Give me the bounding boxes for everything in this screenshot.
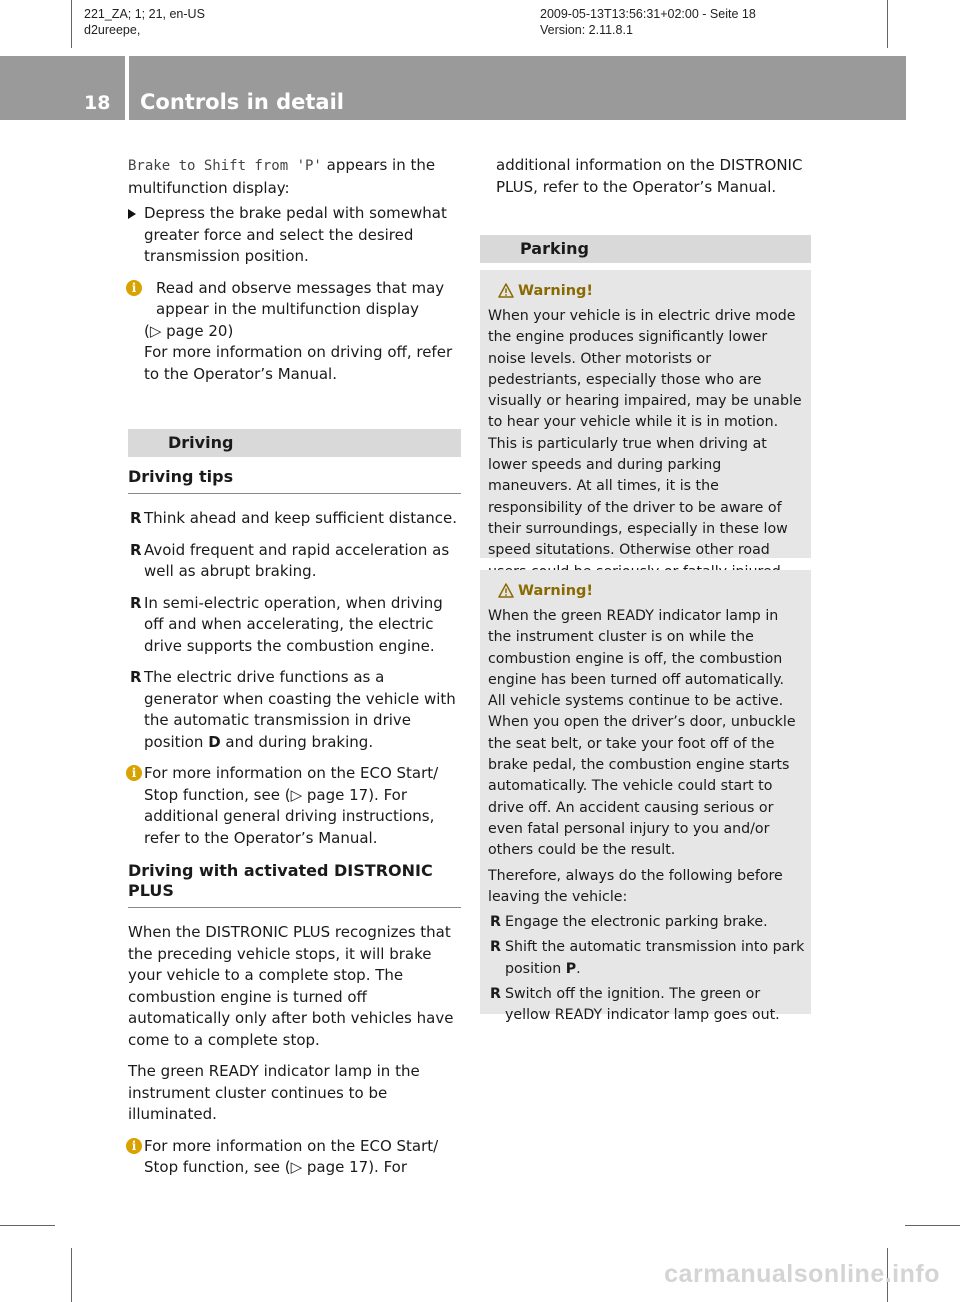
subheading-driving-tips: Driving tips xyxy=(128,467,461,494)
crop-mark xyxy=(71,1248,72,1302)
tip-text: The electric drive functions as a generator when coasting the vehicle with the automatic transmission in drive position xyxy=(144,668,456,751)
bullet-icon: R xyxy=(130,593,142,612)
intro-line2: multifunction display: xyxy=(128,178,290,197)
intro-paragraph xyxy=(128,155,461,199)
warning-title xyxy=(488,580,805,602)
meta-left-line2: d2ureepe, xyxy=(84,23,141,37)
left-column xyxy=(128,155,461,1189)
info-text: For more information on the ECO Start/ Stop function, see (▷ page 17). For additional general driving instructions, refer to the Operator’s Manual. xyxy=(144,764,439,847)
warning-title-text: Warning! xyxy=(518,283,594,299)
bullet-icon: R xyxy=(490,914,501,931)
running-head: Controls in detail xyxy=(140,90,344,114)
crop-mark xyxy=(905,1225,960,1226)
header-band xyxy=(0,56,906,120)
info-icon: i xyxy=(126,280,142,296)
tip-text: Think ahead and keep sufficient distance. xyxy=(144,509,458,527)
drive-position: D xyxy=(208,732,221,751)
page-number: 18 xyxy=(84,92,111,114)
crop-mark xyxy=(0,1225,55,1226)
arrow-right-icon xyxy=(128,209,136,219)
print-meta-left xyxy=(84,6,205,38)
list-item xyxy=(488,912,805,933)
crop-mark xyxy=(887,0,888,48)
crop-mark xyxy=(71,0,72,48)
bullet-icon: R xyxy=(490,986,501,1003)
warning-bullet-text: Switch off the ignition. The green or yellow READY indicator lamp goes out. xyxy=(505,986,780,1024)
right-column xyxy=(496,155,806,208)
warning-triangle-icon xyxy=(498,283,514,298)
tip-text: In semi-electric operation, when driving off and when accelerating, the electric drive supports the combustion engine. xyxy=(144,593,443,655)
list-item xyxy=(128,540,461,583)
list-item xyxy=(128,593,461,658)
tip-text: Avoid frequent and rapid acceleration as well as abrupt braking. xyxy=(144,540,450,580)
info-note xyxy=(128,763,461,849)
warning-bullet-text: Engage the electronic parking brake. xyxy=(505,914,768,931)
warning-text: When the green READY indicator lamp in the instrument cluster is on while the combustion engine is off, the combustion engine has been turned off automatically. All vehicle systems continue to be active. When you open the driver’s door, unbuckle the seat belt, or take your foot off of the brake pedal, the combustion engine starts automatically. The vehicle could start to drive off. An accident causing serious or even fatal personal injury to you and/or others could be the result. xyxy=(488,608,796,859)
bullet-icon: R xyxy=(130,509,142,527)
park-position: P xyxy=(565,960,577,977)
meta-right-line2: Version: 2.11.8.1 xyxy=(540,23,633,37)
display-message: Brake to Shift from 'P' xyxy=(128,158,322,174)
list-item xyxy=(128,667,461,753)
warning-box xyxy=(480,570,811,1024)
list-item xyxy=(128,508,461,530)
warning-title-text: Warning! xyxy=(518,583,594,599)
info-text: Read and observe messages that may appear in the multifunction display xyxy=(156,278,445,318)
tip-text-end: and during braking. xyxy=(220,732,374,751)
warning-triangle-icon xyxy=(498,583,514,598)
info-text-2: For more information on driving off, refer to the Operator’s Manual. xyxy=(144,343,453,383)
continued-paragraph: additional information on the DISTRONIC PLUS, refer to the Operator’s Manual. xyxy=(496,156,803,196)
info-note xyxy=(128,1136,461,1179)
warning-bullet-text: Shift the automatic transmission into park position xyxy=(505,939,805,977)
info-icon: i xyxy=(126,1138,142,1154)
section-heading-driving: Driving xyxy=(128,429,461,457)
distronic-paragraph-1: When the DISTRONIC PLUS recognizes that the preceding vehicle stops, it will brake your vehicle to a complete stop. The combustion engine is turned off automatically only after both vehicles have come to a complete stop. xyxy=(128,923,454,1049)
step-text: Depress the brake pedal with somewhat greater force and select the desired transmission position. xyxy=(144,204,447,265)
meta-right-line1: 2009-05-13T13:56:31+02:00 - Seite 18 xyxy=(540,7,756,21)
info-icon: i xyxy=(126,765,142,781)
warning-title xyxy=(488,280,805,302)
info-page-ref: (▷ page 20) xyxy=(144,321,234,340)
list-item xyxy=(488,937,805,980)
info-text: For more information on the ECO Start/ Stop function, see (▷ page 17). For xyxy=(144,1136,439,1176)
warning-bullet-end: . xyxy=(576,960,581,977)
warning-text: When your vehicle is in electric drive mode the engine produces significantly lower noise levels. Other motorists or pedestriants, especially those who are visually or hearing impaired, may be unable to hear your vehicle while it is in motion. This is particularly true when driving at lower speeds and during parking maneuvers. At all times, it is the responsibility of the driver to be aware of their surroundings, especially in these low speed situtations. Otherwise other road xyxy=(488,308,802,559)
section-heading-parking: Parking xyxy=(480,235,811,263)
bullet-icon: R xyxy=(130,668,142,686)
info-note xyxy=(128,278,461,386)
step-instruction xyxy=(128,203,461,268)
list-item xyxy=(488,984,805,1027)
warning-box xyxy=(480,270,811,558)
distronic-paragraph-2: The green READY indicator lamp in the instrument cluster continues to be illuminated. xyxy=(128,1062,420,1123)
header-separator xyxy=(125,56,129,120)
meta-left-line1: 221_ZA; 1; 21, en-US xyxy=(84,7,205,21)
bullet-icon: R xyxy=(490,939,501,956)
intro-rest: appears in the xyxy=(321,156,436,174)
subheading-distronic: Driving with activated DISTRONIC PLUS xyxy=(128,861,461,908)
bullet-icon: R xyxy=(130,540,142,559)
warning-lead: Therefore, always do the following before leaving the vehicle: xyxy=(488,867,783,905)
print-meta-right xyxy=(540,6,756,38)
watermark: carmanualsonline.info xyxy=(664,1260,940,1288)
